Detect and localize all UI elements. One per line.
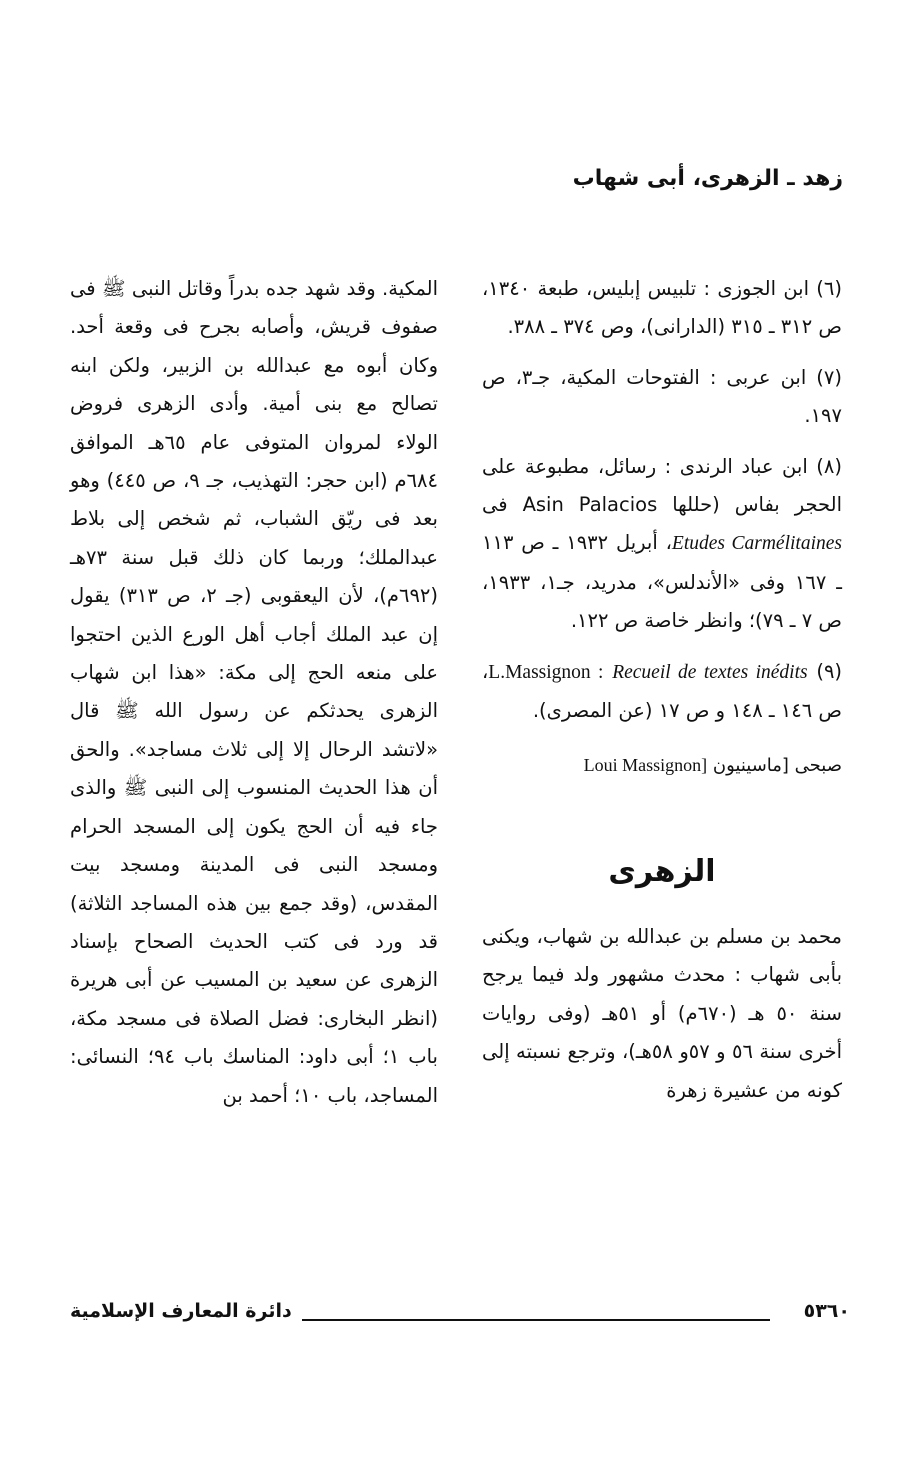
signature-latin: Loui Massignon] bbox=[583, 755, 708, 776]
footnote-8-part-b: ، أبريل ١٩٣٢ ـ ص ١١٣ ـ ١٦٧ وفى «الأندلس»، مدريد، جـ١، ١٩٣٣، ص ٧ ـ ٧٩)؛ وانظر خاصة ص ١٢٢. bbox=[482, 531, 842, 633]
right-column bbox=[482, 270, 842, 1110]
footnote-8 bbox=[482, 448, 842, 641]
footnote-6: (٦) ابن الجوزى : تلبيس إبليس، طبعة ١٣٤٠، ص ٣١٢ ـ ٣١٥ (الدارانى)، وص ٣٧٤ ـ ٣٨٨. bbox=[482, 277, 842, 339]
page-number: ٥٣٦٠ bbox=[803, 1300, 850, 1322]
footnote-8-part-a: (٨) ابن عباد الرندى : رسائل، مطبوعة على الحجر بفاس (حللها Asin Palacios فى bbox=[482, 454, 843, 517]
footnote-7: (٧) ابن عربى : الفتوحات المكية، جـ٣، ص ١٩٧. bbox=[482, 365, 843, 428]
footnote-9-number: (٩) bbox=[816, 659, 843, 683]
running-head: زهد ـ الزهرى، أبى شهاب bbox=[572, 166, 843, 191]
left-column bbox=[70, 270, 438, 1115]
page-footer bbox=[70, 1300, 850, 1334]
signature-arabic: صبحى [ماسينيون bbox=[712, 755, 842, 777]
encyclopedia-title: دائرة المعارف الإسلامية bbox=[70, 1300, 292, 1322]
footnote-9-latin-title: Recueil de textes inédits bbox=[612, 661, 808, 683]
article-continuation: المكية. وقد شهد جده بدراً وقاتل النبى ﷺ فى صفوف قريش، وأصابه بجرح فى وقعة أحد. وكان أبوه مع عبدالله بن الزبير، ولكن ابنه تصالح مع بنى أمية. وأدى الزهرى فروض الولاء لمروان المتوفى عام ٦٥هـ الموافق ٦٨٤م (ابن حجر: التهذيب، جـ ٩، ص ٤٤٥) وهو بعد فى ريّق الشباب، ثم شخص إلى بلاط عبدالملك؛ وربما كان ذلك قبل سنة ٧٣هـ (٦٩٢م)، لأن اليعقوبى (جـ ٢، ص ٣١٣) يقول إن عبد الملك أجاب أهل الورع الذين احتجوا على منعه الحج إلى مكة: «هذا ابن شهاب الزهرى يحدثكم عن رسول الله ﷺ قال «لاتشد الرحال إلا إلى ثلاث مساجد». والحق أن هذا الحديث المنسوب إلى النبى ﷺ والذى جاء فيه أن الحج يكون إلى المسجد الحرام ومسجد النبى فى المدينة ومسجد بيت المقدس، (وقد جمع بين هذه المساجد الثلاثة) قد ورد فى كتب الحديث الصحاح بإسناد الزهرى عن سعيد بن المسيب عن أبى هريرة (انظر البخارى: فضل الصلاة فى مسجد مكة، باب ١؛ أبى داود: المناسك باب ٩٤؛ النسائى: المساجد، باب ١٠؛ أحمد بن bbox=[70, 277, 438, 1107]
author-signature bbox=[482, 746, 842, 785]
footnote-9-part-b: ، ص ١٤٦ ـ ١٤٨ و ص ١٧ (عن المصرى). bbox=[482, 659, 842, 723]
footnote-9-author: L.Massignon : bbox=[488, 661, 604, 683]
article-title: الزهرى bbox=[608, 853, 716, 889]
footnote-9 bbox=[482, 653, 842, 731]
footer-rule bbox=[302, 1319, 770, 1321]
footnote-8-latin-title: Etudes Carmélitaines bbox=[671, 533, 843, 555]
article-opening-paragraph: محمد بن مسلم بن عبدالله بن شهاب، ويكنى بأبى شهاب : محدث مشهور ولد فيما يرجح سنة ٥٠ هـ (٦٧٠م) أو ٥١هـ (وفى روايات أخرى سنة ٥٦ و ٥٧و ٥٨هـ)، وترجع نسبته إلى كونه من عشيرة زهرة bbox=[482, 924, 842, 1102]
